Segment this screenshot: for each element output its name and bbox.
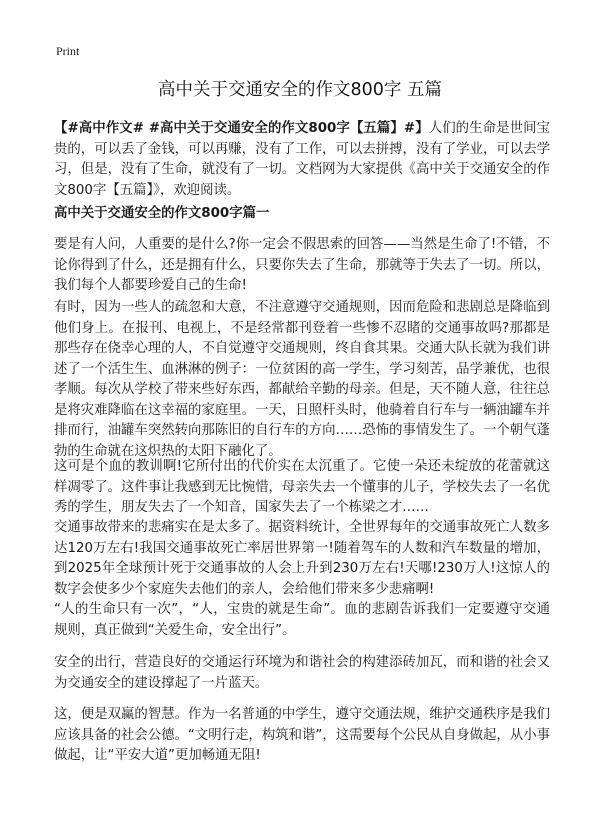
section-heading: 高中关于交通安全的作文800字篇一 [54, 206, 270, 221]
body-paragraph-3: 这可是个血的教训啊!它所付出的代价实在太沉重了。它使一朵还未绽放的花蕾就这样凋零了。这件事让我感到无比惋惜，母亲失去一个懂事的儿子，学校失去了一名优秀的学生，朋友失去了一个知音，国家失去了一个栋梁之才…… [54, 459, 550, 515]
intro-paragraph [54, 119, 550, 201]
body-paragraph-4: 交通事故带来的悲痛实在是太多了。据资料统计，全世界每年的交通事故死亡人数多达120万左右!我国交通事故死亡率居世界第一!随着驾车的人数和汽车数量的增加，到2025年全球预计死于交通事故的人会上升到230万左右!天哪!230万人!这惊人的数字会使多少个家庭失去他们的亲人，会给他们带来多少悲痛啊! [54, 520, 550, 597]
body-paragraph-7: 这，便是双赢的智慧。作为一名普通的中学生，遵守交通法规，维护交通秩序是我们应该具备的社会公德。“文明行走，构筑和谐”，这需要每个公民从自身做起，从小事做起，让“平安大道”更加畅通无阻! [54, 707, 550, 763]
body-paragraph-2: 有时，因为一些人的疏忽和大意，不注意遵守交通规则，因而危险和悲剧总是降临到他们身上。在报刊、电视上，不是经常都刊登着一些惨不忍睹的交通事故吗?那都是那些存在侥幸心理的人，不自觉遵守交通规则，终自食其果。交通大队长就为我们讲述了一个活生生、血淋淋的例子：一位贫困的高一学生，学习刻苦，品学兼优，也很孝顺。每次从学校了带来些好东西，都献给辛勤的母亲。但是，天不随人意，往往总是将灾难降临在这幸福的家庭里。一天，日照杆头时，他骑着自行车与一辆油罐车并排而行，油罐车突然转向那陈旧的自行车的方向……恐怖的事情发生了。一个朝气蓬勃的生命就在这炽热的太阳下融化了。 [54, 300, 550, 459]
page-title: 高中关于交通安全的作文800字 五篇 [158, 80, 442, 100]
print-label: Print [56, 44, 80, 58]
body-paragraph-6: 安全的出行，营造良好的交通运行环境为和谐社会的构建添砖加瓦，而和谐的社会又为交通安全的建设撑起了一片蓝天。 [54, 655, 550, 691]
body-paragraph-1: 要是有人问，人重要的是什么?你一定会不假思索的回答——当然是生命了!不错，不论你得到了什么，还是拥有什么，只要你失去了生命，那就等于失去了一切。所以，我们每个人都要珍爱自己的生命! [54, 237, 550, 293]
body-paragraph-5: “人的生命只有一次”，“人，宝贵的就是生命”。血的悲剧告诉我们一定要遵守交通规则，真正做到“关爱生命，安全出行”。 [54, 602, 550, 638]
intro-tags: 【#高中作文# #高中关于交通安全的作文800字【五篇】#】 [54, 121, 429, 136]
intro-text: 人们的生命是世间宝贵的，可以丢了金钱，可以再赚，没有了工作，可以去拼搏，没有了学业，可以去学习，但是，没有了生命，就没有了一切。文档网为大家提供《高中关于交通安全的作文800字【五篇】》，欢迎阅读。 [54, 121, 550, 198]
